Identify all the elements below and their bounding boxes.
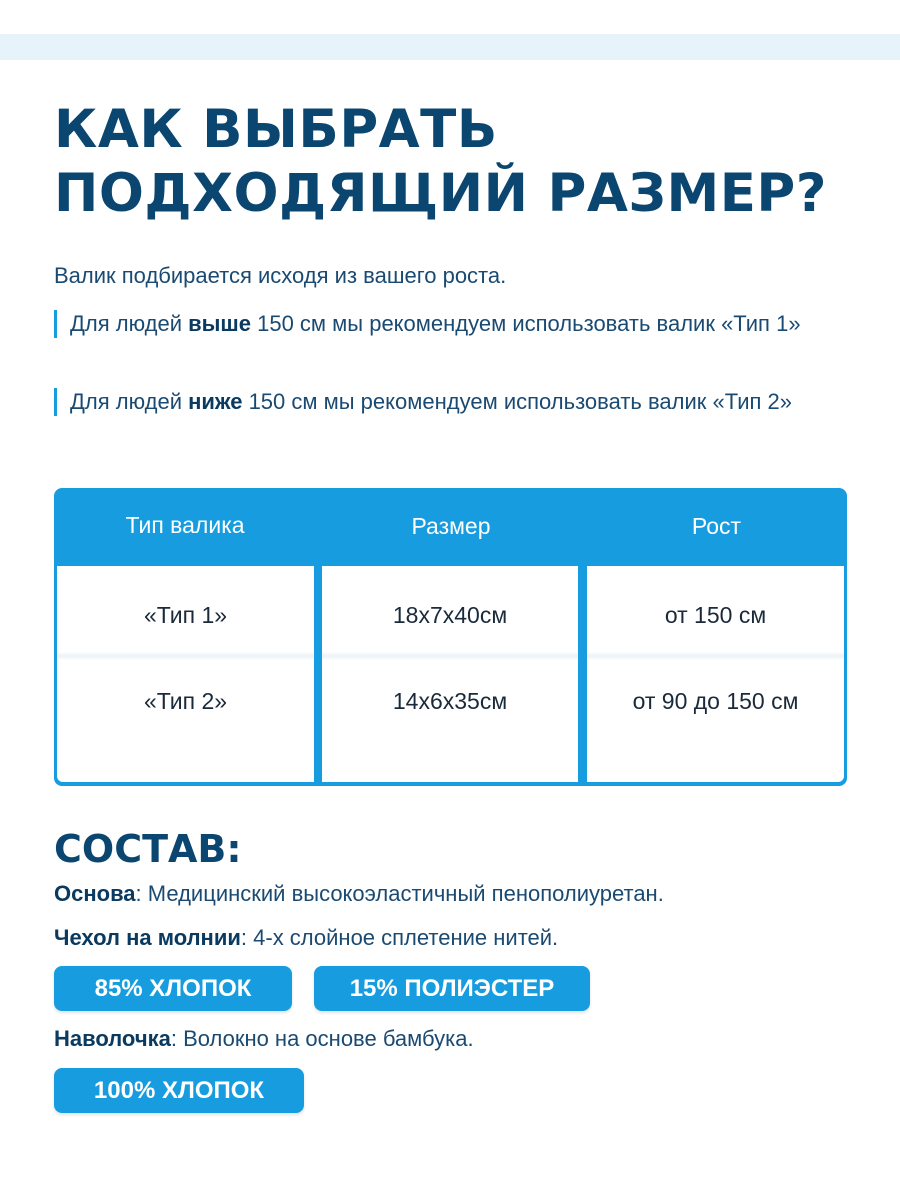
intro-text: Валик подбирается исходя из вашего роста. xyxy=(54,263,507,288)
recommendation-type2 xyxy=(54,388,854,416)
table-column-type xyxy=(57,566,314,782)
table-cell: от 90 до 150 см xyxy=(632,688,799,714)
recommendation-text: 150 см мы рекомендуем использовать валик «Тип 1» xyxy=(250,311,801,336)
cotton-85-badge: 85% ХЛОПОК xyxy=(54,966,292,1011)
recommendation-emphasis: выше xyxy=(188,311,251,336)
recommendation-text: Для людей xyxy=(70,311,189,336)
page-title xyxy=(54,98,874,226)
cotton-100-badge: 100% ХЛОПОК xyxy=(54,1068,304,1113)
row-divider xyxy=(57,652,314,660)
composition-label: Наволочка xyxy=(54,1026,171,1051)
page-title-line1: КАК ВЫБРАТЬ xyxy=(54,99,498,160)
table-cell: «Тип 2» xyxy=(143,688,228,714)
table-column-size xyxy=(322,566,578,782)
composition-text: : Медицинский высокоэластичный пенополиуретан. xyxy=(135,881,664,906)
table-header xyxy=(54,488,847,564)
polyester-15-badge: 15% ПОЛИЭСТЕР xyxy=(314,966,590,1011)
page-title-line2: ПОДХОДЯЩИЙ РАЗМЕР? xyxy=(54,163,828,224)
composition-title: СОСТАВ: xyxy=(54,827,242,871)
composition-base xyxy=(54,880,664,908)
header-height: Рост xyxy=(691,512,742,539)
table-cell: 18x7x40см xyxy=(392,602,508,628)
composition-text: : 4-х слойное сплетение нитей. xyxy=(240,925,559,950)
table-cell: «Тип 1» xyxy=(143,602,228,628)
row-divider xyxy=(587,652,844,660)
table-column-height xyxy=(587,566,844,782)
table-cell: 14x6x35см xyxy=(392,688,508,714)
recommendation-text: Для людей xyxy=(70,389,189,414)
header-type: Тип валика xyxy=(125,512,245,538)
header-size: Размер xyxy=(411,512,491,539)
size-table xyxy=(54,488,847,786)
composition-label: Чехол на молнии xyxy=(54,925,241,950)
composition-pillowcase xyxy=(54,1025,474,1053)
table-cell: от 150 см xyxy=(664,602,767,628)
recommendation-emphasis: ниже xyxy=(188,389,243,414)
row-divider xyxy=(322,652,578,660)
composition-cover xyxy=(54,924,558,952)
top-band xyxy=(0,34,900,60)
composition-text: : Волокно на основе бамбука. xyxy=(170,1026,474,1051)
composition-label: Основа xyxy=(54,881,136,906)
recommendation-type1 xyxy=(54,310,854,338)
recommendation-text: 150 см мы рекомендуем использовать валик «Тип 2» xyxy=(242,389,793,414)
